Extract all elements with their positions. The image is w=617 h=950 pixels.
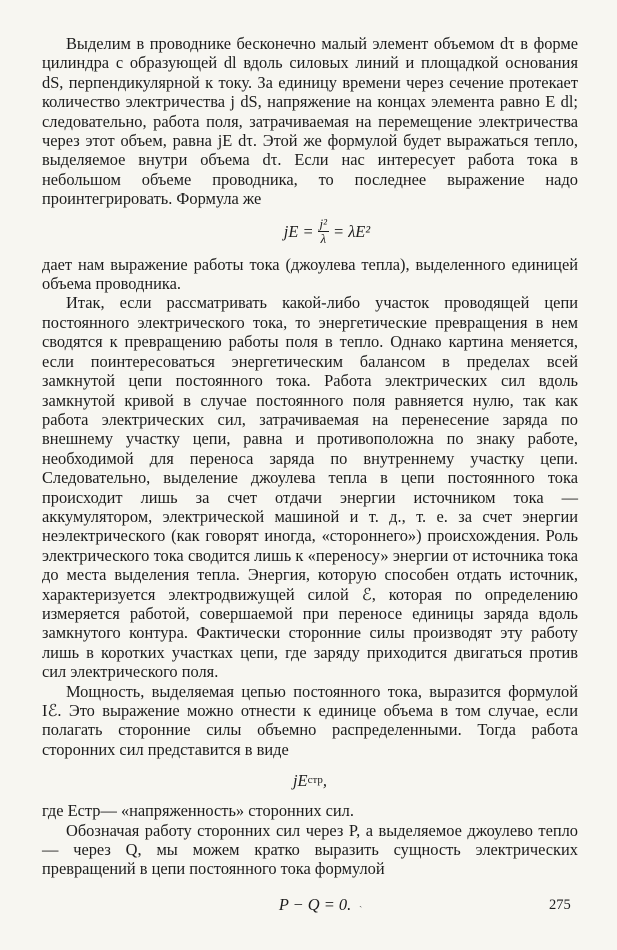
formula-2-base: jE [292, 770, 308, 790]
formula-1-numerator: j² [319, 216, 328, 232]
formula-1-fraction [318, 217, 330, 246]
formula-1-denominator: λ [320, 231, 327, 247]
formula-1-right: = λE² [333, 221, 371, 241]
paragraph-5: где Eстр— «напряженность» сторонних сил. [42, 801, 354, 821]
text-column [42, 34, 578, 931]
page-number: 275 [549, 897, 571, 913]
formula-energy-balance: P − Q = 0. [278, 895, 352, 915]
formula-joule-density [42, 209, 578, 255]
stray-mark: ˏ [359, 897, 363, 908]
formula-2-tail: , [322, 770, 327, 790]
paragraph-6: Обозначая работу сторонних сил через P, а выделяемое джоулево тепло — через Q, мы можем кратко выразить сущность электрических превращений в цепи постоянного тока формулой [42, 820, 578, 879]
formula-1-left: jE = [283, 221, 314, 241]
paragraph-3: Итак, если рассматривать какой-либо участок проводящей цепи постоянного электрического тока, то энергетические превращения в нем сводятся к превращению работы поля в тепло. Однако картина меняется, если поинтересоваться энергетическим балансом в пределах всей замкнутой цепи постоянного тока. Работа электрических сил вдоль замкнутой кривой в случае постоянного поля равняется нулю, так как работа электрических сил, затрачиваемая на перенесение заряда по внешнему участку цепи, равна и противоположна по знаку работе, необходимой для переноса заряда по внутреннему участку цепи. Следовательно, выделение джоулева тепла в цепи постоянного тока происходит лишь за счет отдачи энергии источником тока — аккумулятором, электрической машиной и т. д., т. е. за счет энергии неэлектрического (как говорят иногда, «стороннего») происхождения. Роль электрического тока сводится лишь к «переносу» энергии от источника тока до места выделения тепла. Энергия, которую способен отдать источник, характеризуется электродвижущей силой ℰ, которая по определению измеряется работой, совершаемой при переносе единицы заряда вдоль замкнутого контура. Фактически сторонние силы производят эту работу лишь в коротких участках цепи, где заряду приходится двигаться против сил электрического поля. [42, 293, 578, 682]
formula-external-work [42, 759, 578, 801]
paragraph-4: Мощность, выделяемая цепью постоянного тока, выразится формулой Iℰ. Это выражение можно отнести к единице объема в том случае, если полагать сторонние силы объемно распределенными. Тогда работа сторонних сил представится в виде [42, 681, 578, 759]
formula-2-superscript: стр [307, 773, 323, 786]
paragraph-1: Выделим в проводнике бесконечно малый элемент объемом dτ в форме цилиндра с образующей dl вдоль силовых линий и площадкой основания dS, перпендикулярной к току. За единицу времени через сечение протекает количество электричества j dS, напряжение на концах элемента равно E dl; следовательно, работа поля, затрачиваемая на перемещение электричества через этот объем, равна jE dτ. Этой же формулой будет выражаться тепло, выделяемое внутри объема dτ. Если нас интересует работа тока в небольшом объеме проводника, то последнее выражение надо проинтегрировать. Формула же [42, 34, 578, 209]
paragraph-2: дает нам выражение работы тока (джоулева тепла), выделенного единицей объема проводника. [42, 254, 578, 294]
